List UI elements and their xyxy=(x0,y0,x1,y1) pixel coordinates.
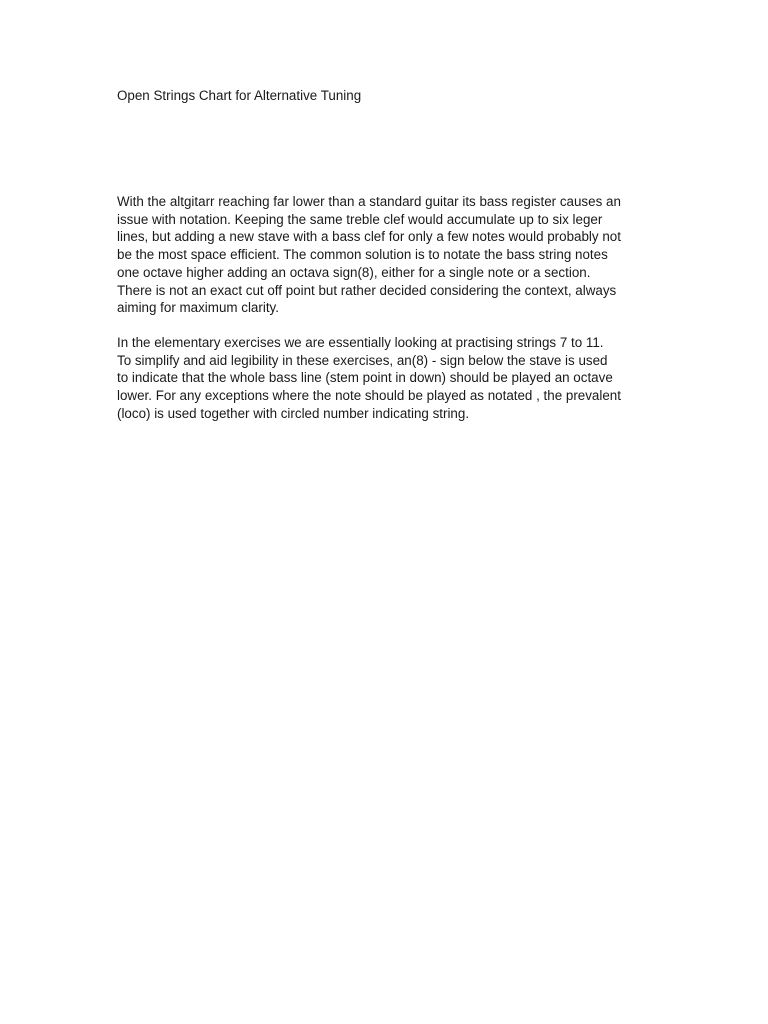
document-title: Open Strings Chart for Alternative Tuning xyxy=(117,88,362,103)
paragraph-line: lower. For any exceptions where the note should be played as notated , the prevalent xyxy=(117,388,621,404)
paragraph-line: one octave higher adding an octava sign(8), either for a single note or a section. xyxy=(117,264,591,280)
paragraph-line: There is not an exact cut off point but rather decided considering the context, always xyxy=(117,282,617,298)
paragraph-elementary-exercises xyxy=(117,334,657,423)
paragraph-line: To simplify and aid legibility in these exercises, an(8) - sign below the stave is used xyxy=(117,352,608,368)
paragraph-notation-intro xyxy=(117,193,657,317)
paragraph-line: aiming for maximum clarity. xyxy=(117,300,279,316)
paragraph-line: lines, but adding a new stave with a bass clef for only a few notes would probably not xyxy=(117,229,621,245)
paragraph-line: In the elementary exercises we are essentially looking at practising strings 7 to 11. xyxy=(117,335,604,350)
paragraph-line: issue with notation. Keeping the same treble clef would accumulate up to six leger xyxy=(117,211,603,227)
paragraph-line: With the altgitarr reaching far lower than a standard guitar its bass register causes an xyxy=(117,194,621,209)
paragraph-line: be the most space efficient. The common solution is to notate the bass string notes xyxy=(117,247,608,263)
paragraph-line: to indicate that the whole bass line (stem point in down) should be played an octave xyxy=(117,370,613,386)
paragraph-line: (loco) is used together with circled number indicating string. xyxy=(117,405,470,421)
